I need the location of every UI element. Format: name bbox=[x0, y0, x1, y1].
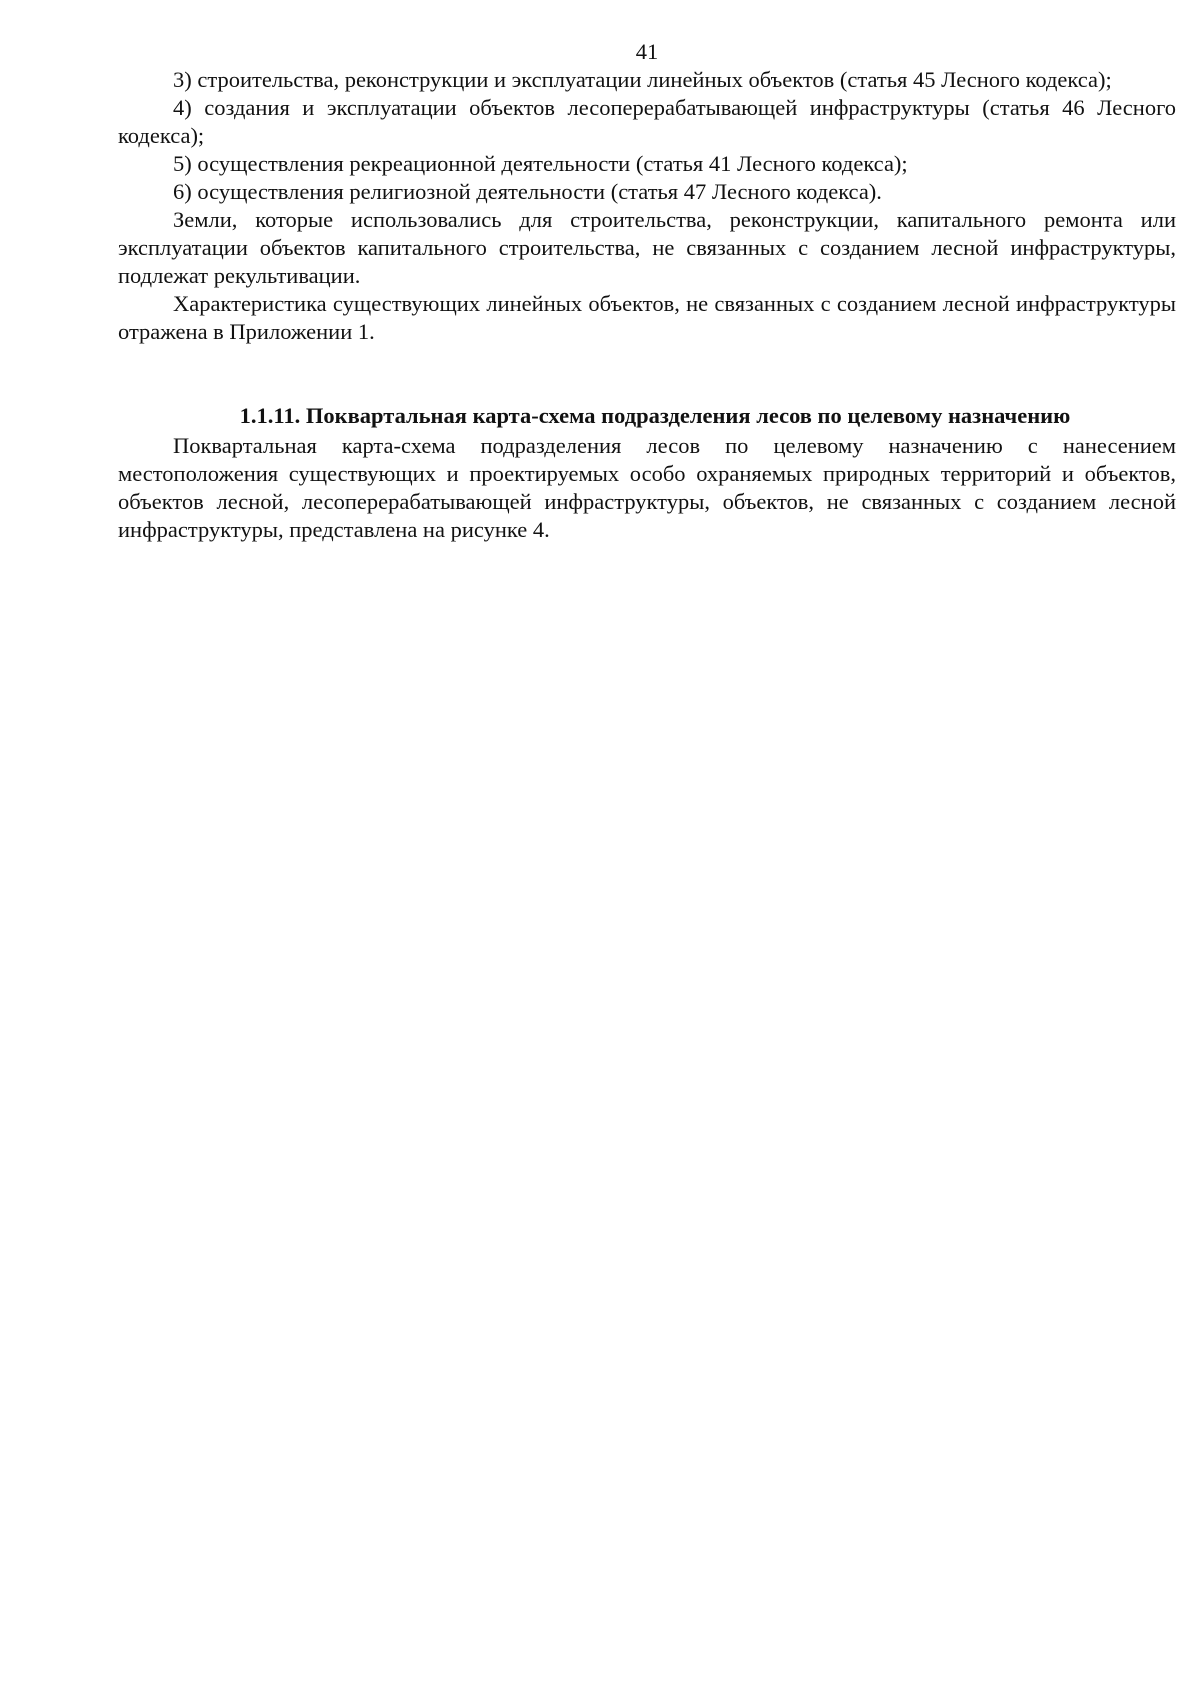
list-item-4: 4) создания и эксплуатации объектов лесоперерабатывающей инфраструктуры (статья 46 Лесного кодекса); bbox=[118, 95, 1176, 148]
section-heading: 1.1.11. Поквартальная карта-схема подразделения лесов по целевому назначению bbox=[239, 403, 1071, 428]
section-spacer bbox=[118, 346, 1176, 402]
page-number: 41 bbox=[635, 39, 659, 64]
list-item-3: 3) строительства, реконструкции и эксплуатации линейных объектов (статья 45 Лесного кодекса); bbox=[173, 67, 1112, 92]
list-item-6: 6) осуществления религиозной деятельности (статья 47 Лесного кодекса). bbox=[173, 179, 882, 204]
section-paragraph: Поквартальная карта-схема подразделения лесов по целевому назначению с нанесением местоположения существующих и проектируемых особо охраняемых природных территорий и объектов, объектов лесной, лесоперерабатывающей инфраструктуры, объектов, не связанных с созданием лесной инфраструктуры, представлена на рисунке 4. bbox=[118, 433, 1176, 542]
list-item-5: 5) осуществления рекреационной деятельности (статья 41 Лесного кодекса); bbox=[173, 151, 908, 176]
paragraph-lands-recultivation: Земли, которые использовались для строительства, реконструкции, капитального ремонта или эксплуатации объектов капитального строительства, не связанных с созданием лесной инфраструктуры, подлежат рекультивации. bbox=[118, 207, 1176, 288]
page-content bbox=[118, 38, 1176, 544]
paragraph-linear-objects: Характеристика существующих линейных объектов, не связанных с созданием лесной инфраструктуры отражена в Приложении 1. bbox=[118, 291, 1176, 344]
